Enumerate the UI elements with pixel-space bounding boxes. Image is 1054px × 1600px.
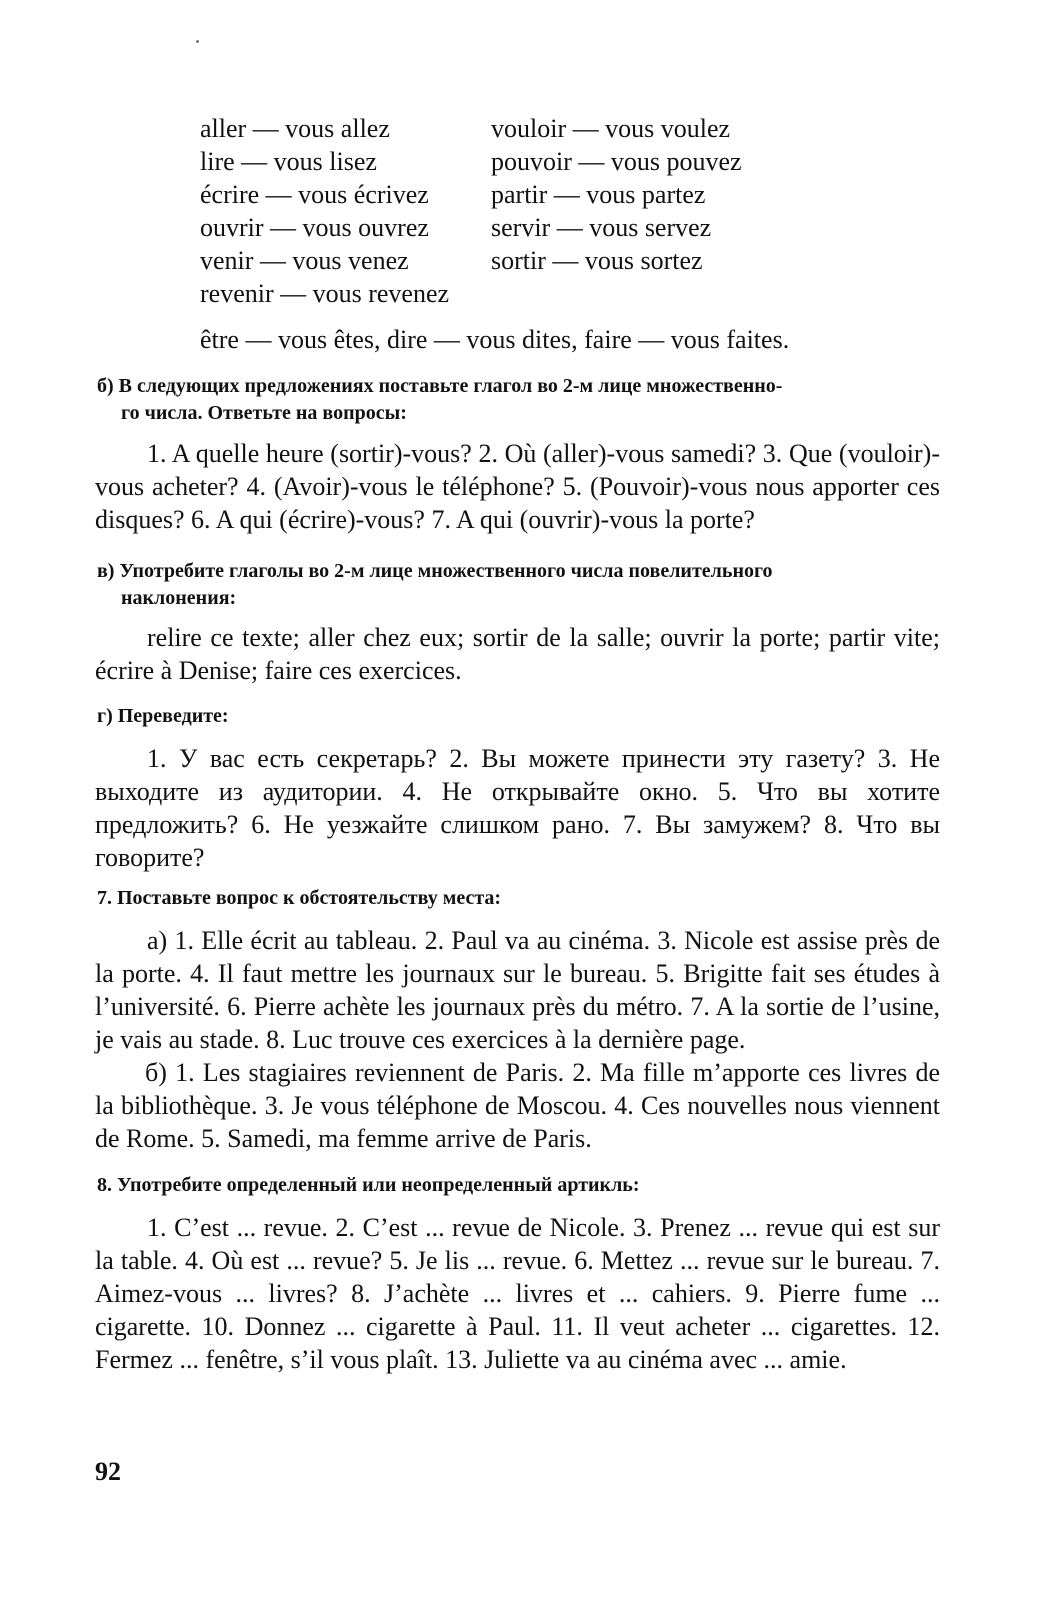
exercise-7-part-a: а) 1. Elle écrit au tableau. 2. Paul va au cinéma. 3. Nicole est assise près de la porte. 4. Il faut mettre les journaux sur le bureau. 5. Brigitte fait ses études à l’université. 6. Pierre achète les journaux près du métro. 7. A la sortie de l’usine, je vais au stade. 8. Luc trouve ces exercices à la dernière page. (95, 926, 940, 1054)
irregular-verbs-line: être — vous êtes, dire — vous dites, faire — vous faites. (200, 325, 790, 354)
verb-list-left (200, 112, 449, 310)
heading-line: го числа. Ответьте на вопросы: (121, 402, 407, 424)
verb-pair: servir — vous servez (491, 213, 712, 242)
section-b-text: 1. A quelle heure (sortir)-vous? 2. Où (aller)-vous samedi? 3. Que (vouloir)-vous acheter? 4. (Avoir)-vous le téléphone? 5. (Pouvoir)-vous nous apporter ces disques? 6. A qui (écrire)-vous? 7. A qui (ouvrir)-vous la porte? (95, 439, 940, 534)
section-g-heading: г) Переведите: (97, 705, 229, 727)
verb-pair: venir — vous venez (200, 246, 409, 275)
page-number: 92 (95, 1457, 121, 1486)
exercise-7-part-b: б) 1. Les stagiaires reviennent de Paris. 2. Ma fille m’apporte ces livres de la bibliothèque. 3. Je vous téléphone de Moscou. 4. Ces nouvelles nous viennent de Rome. 5. Samedi, ma femme arrive de Paris. (95, 1058, 940, 1153)
verb-pair: aller — vous allez (200, 114, 390, 143)
verb-pair: ouvrir — vous ouvrez (200, 213, 429, 242)
exercise-8-text: 1. C’est ... revue. 2. C’est ... revue de Nicole. 3. Prenez ... revue qui est sur la table. 4. Où est ... revue? 5. Je lis ... revue. 6. Mettez ... revue sur le bureau. 7. Aimez-vous ... livres? 8. J’achète ... livres et ... cahiers. 9. Pierre fume ... cigarette. 10. Donnez ... cigarette à Paul. 11. Il veut acheter ... cigarettes. 12. Fermez ... fenêtre, s’il vous plaît. 13. Juliette va au cinéma avec ... amie. (95, 1213, 940, 1374)
section-v-text: relire ce texte; aller chez eux; sortir de la salle; ouvrir la porte; partir vite; écrire à Denise; faire ces exercices. (95, 623, 940, 685)
verb-pair: sortir — vous sortez (491, 246, 703, 275)
heading-line: б) В следующих предложениях поставьте глагол во 2-м лице множественно- (97, 375, 783, 397)
verb-pair: pouvoir — vous pouvez (491, 147, 742, 176)
verb-pair: vouloir — vous voulez (491, 114, 731, 143)
heading-line: наклонения: (121, 587, 237, 609)
verb-pair: écrire — vous écrivez (200, 180, 429, 209)
exercise-7-heading: 7. Поставьте вопрос к обстоятельству места: (97, 887, 502, 909)
exercise-8-heading: 8. Употребите определенный или неопределенный артикль: (97, 1174, 640, 1196)
heading-line: в) Употребите глаголы во 2-м лице множественного числа повелительного (97, 560, 773, 582)
verb-pair: partir — vous partez (491, 180, 706, 209)
section-b-heading (97, 373, 937, 427)
section-g-text: 1. У вас есть секретарь? 2. Вы можете принести эту газету? 3. Не выходите из аудитории. 4. Не открывайте окно. 5. Что вы хотите предложить? 6. Не уезжайте слишком рано. 7. Вы замужем? 8. Что вы говорите? (95, 744, 940, 872)
verb-pair: revenir — vous revenez (200, 279, 450, 308)
verb-pair: lire — vous lisez (200, 147, 377, 176)
verb-list-right (491, 112, 742, 277)
scan-speck (196, 40, 199, 43)
section-v-heading (97, 558, 937, 612)
